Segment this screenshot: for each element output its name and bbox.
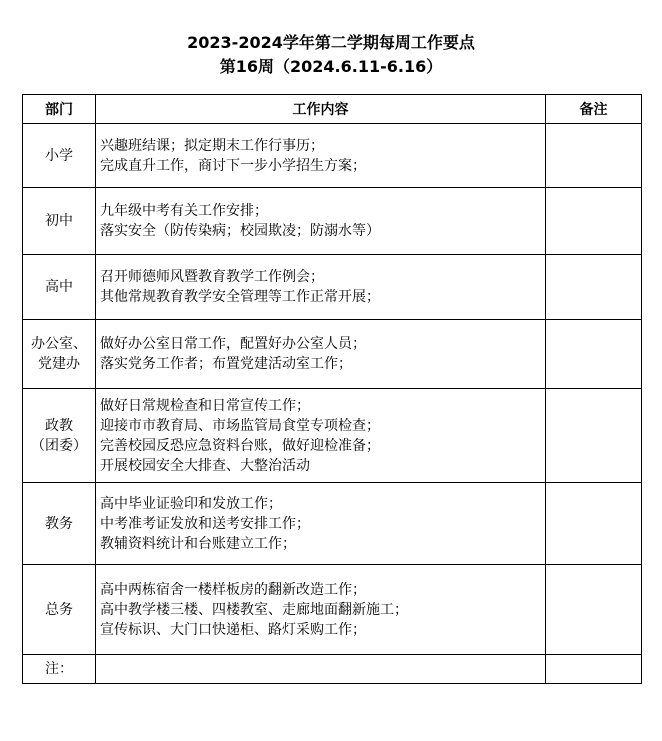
page-subtitle: 第16周（2024.6.11-6.16） [219,57,443,76]
header-dept: 部门 [23,95,96,124]
dept-label: 初中 [45,213,73,229]
remark-cell [546,255,642,320]
remark-cell [546,188,642,255]
content-line: 开展校园安全大排查、大整治活动 [100,457,310,474]
content-cell [96,124,546,188]
content-cell [96,565,546,655]
remark-cell [546,483,642,565]
content-line: 教辅资料统计和台账建立工作； [100,535,296,552]
content-line: 高中教学楼三楼、四楼教室、走廊地面翻新施工； [100,601,408,618]
dept-cell [23,389,96,483]
dept-label: 教务 [45,515,73,532]
dept-label: 办公室、 [31,336,87,352]
content-cell [96,389,546,483]
content-line: 落实党务工作者；布置党建活动室工作； [100,356,352,372]
content-line: 做好办公室日常工作，配置好办公室人员； [100,336,366,352]
content-cell [96,483,546,565]
content-line: 完成直升工作，商讨下一步小学招生方案； [100,157,366,174]
table-row [23,565,642,655]
content-line: 高中毕业证验印和发放工作； [100,495,282,512]
note-remark-cell [546,655,642,684]
dept-label: 政教 [45,417,73,434]
content-line: 宣传标识、大门口快递柜、路灯采购工作； [100,621,366,638]
content-line: 做好日常规检查和日常宣传工作； [100,397,310,414]
content-cell [96,255,546,320]
content-line: 召开师德师风暨教育教学工作例会； [100,269,324,285]
content-line: 高中两栋宿舍一楼样板房的翻新改造工作； [100,581,366,598]
dept-cell [23,483,96,565]
content-line: 其他常规教育教学安全管理等工作正常开展； [100,289,380,305]
dept-cell [23,255,96,320]
remark-cell [546,124,642,188]
header-remark: 备注 [546,95,642,124]
page-title: 2023-2024学年第二学期每周工作要点 [187,33,475,52]
dept-cell [23,320,96,389]
dept-label: （团委） [31,437,87,454]
table-row [23,188,642,255]
dept-label: 小学 [45,147,73,164]
table-row [23,255,642,320]
content-line: 完善校园反恐应急资料台账，做好迎检准备； [100,437,380,454]
work-table [22,94,642,684]
remark-cell [546,320,642,389]
header-content: 工作内容 [96,95,546,124]
table-row [23,389,642,483]
content-line: 迎接市市教育局、市场监管局食堂专项检查； [100,417,380,434]
table-row [23,124,642,188]
content-cell [96,188,546,255]
table-row [23,483,642,565]
dept-label: 总务 [45,601,73,618]
note-content-cell [96,655,546,684]
content-line: 九年级中考有关工作安排； [100,203,268,219]
dept-cell [23,188,96,255]
content-line: 落实安全（防传染病；校园欺凌；防溺水等） [100,223,380,239]
content-line: 中考准考证发放和送考安排工作； [100,515,310,532]
remark-cell [546,565,642,655]
content-cell [96,320,546,389]
dept-label: 高中 [45,279,73,295]
note-label: 注： [23,655,96,684]
content-line: 兴趣班结课；拟定期末工作行事历； [100,137,324,154]
dept-label: 党建办 [38,356,80,372]
dept-cell [23,565,96,655]
dept-cell [23,124,96,188]
note-row [23,655,642,684]
table-row [23,320,642,389]
remark-cell [546,389,642,483]
table-header-row [23,95,642,124]
